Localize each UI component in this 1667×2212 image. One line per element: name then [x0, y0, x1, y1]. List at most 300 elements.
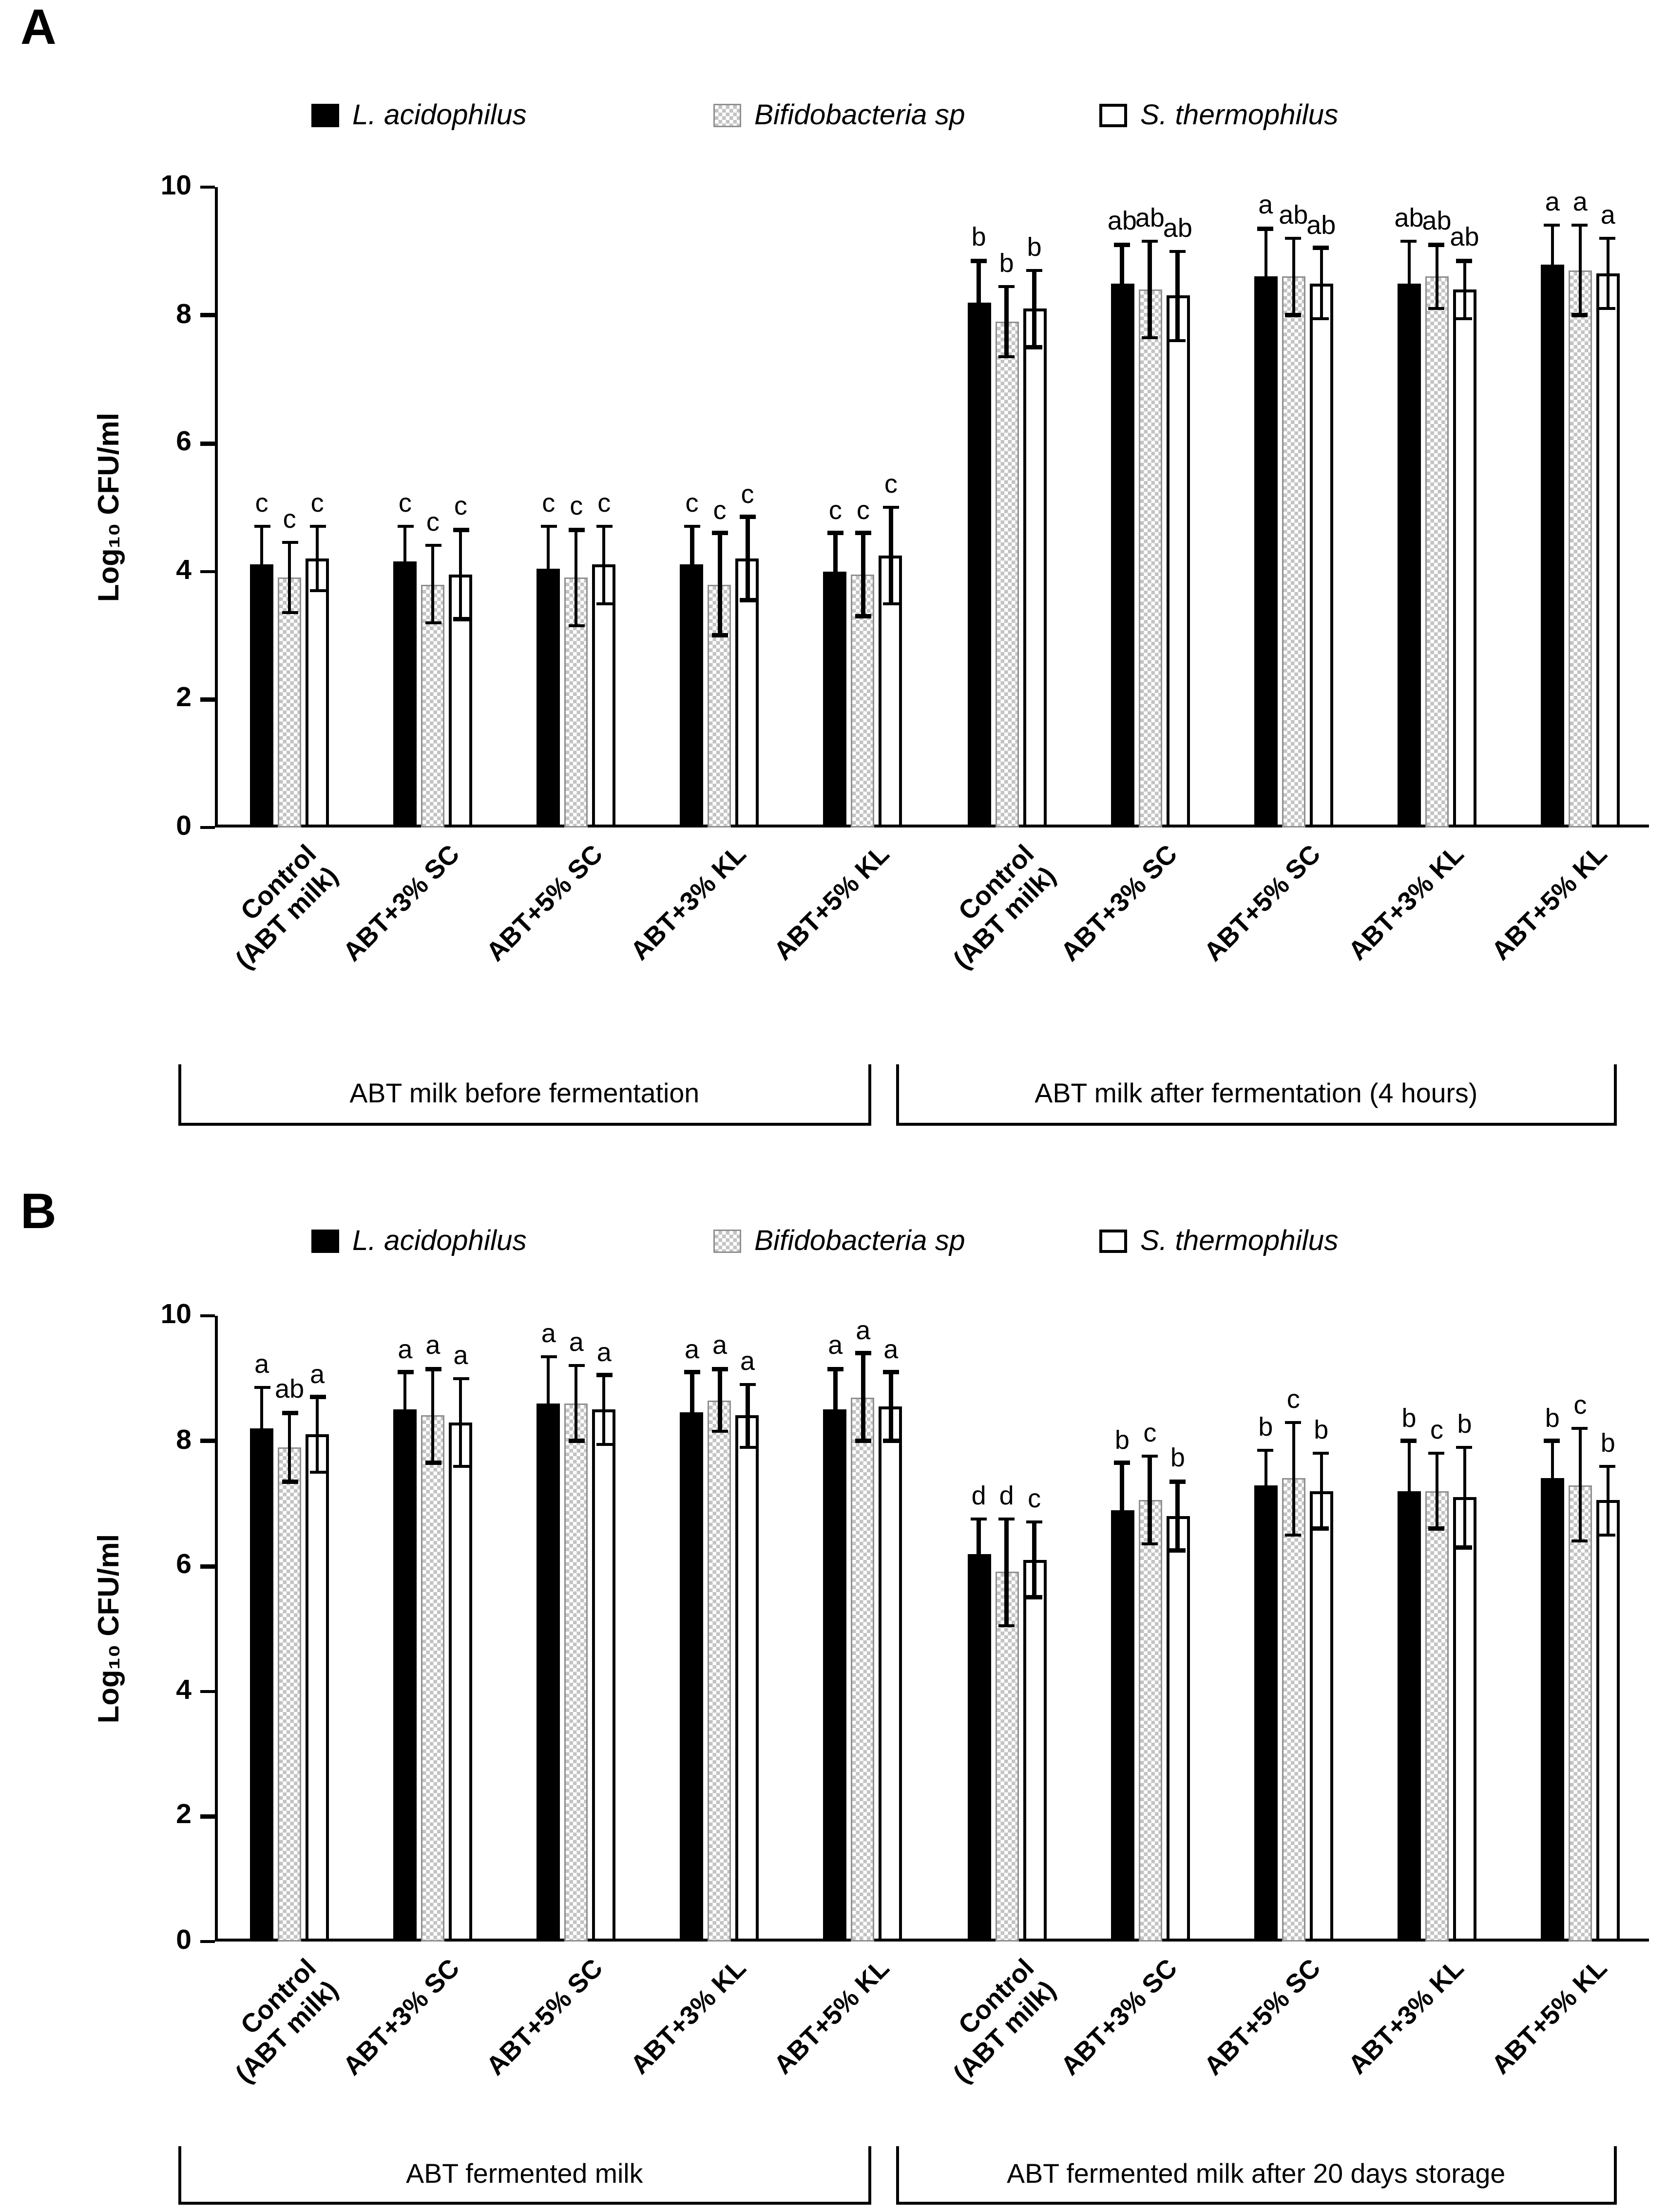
- significance-letter: a: [740, 1346, 755, 1376]
- bar-white: [1596, 1500, 1620, 1942]
- y-tick-label: 8: [176, 1424, 192, 1456]
- bar-white: [1166, 1516, 1189, 1942]
- error-bar-cap: [1313, 246, 1329, 250]
- error-bar-cap: [1258, 1448, 1274, 1452]
- bar-checker: [995, 322, 1018, 827]
- error-bar: [316, 1397, 319, 1472]
- error-bar-cap: [397, 1445, 413, 1449]
- error-bar: [889, 507, 893, 603]
- significance-letter: ab: [1107, 207, 1137, 236]
- bar-checker: [421, 1416, 444, 1942]
- error-bar: [977, 1519, 980, 1588]
- bar-black: [1111, 1510, 1134, 1942]
- legend-label-bifidobacteria: Bifidobacteria sp: [754, 1224, 965, 1257]
- error-bar-cap: [740, 1383, 756, 1386]
- error-bar-cap: [282, 611, 298, 615]
- legend-item-s-thermophilus: [1099, 1225, 1338, 1257]
- error-bar: [1120, 1463, 1124, 1557]
- y-tick: [200, 185, 215, 189]
- error-bar: [746, 517, 749, 600]
- error-bar: [1005, 1519, 1008, 1625]
- error-bar-cap: [1142, 1542, 1158, 1546]
- bar-black: [1541, 264, 1564, 827]
- error-bar-cap: [827, 531, 843, 535]
- y-tick-label: 0: [176, 1925, 192, 1956]
- bar-checker: [1569, 1485, 1592, 1942]
- bar-black: [1254, 1485, 1277, 1942]
- error-bar-cap: [883, 1370, 899, 1374]
- significance-letter: c: [828, 495, 842, 524]
- y-axis-title: Log₁₀ CFU/ml: [94, 1534, 126, 1724]
- error-bar-cap: [309, 1395, 326, 1399]
- error-bar-cap: [1285, 313, 1302, 317]
- group-bracket-before-fermentation: [178, 1064, 871, 1126]
- error-bar: [575, 1366, 578, 1441]
- significance-letter: a: [453, 1340, 468, 1370]
- significance-letter: c: [597, 488, 611, 518]
- significance-letter: b: [1457, 1409, 1472, 1439]
- x-tick-label: ABT+5% SC: [1198, 1953, 1326, 2081]
- significance-letter: a: [684, 1334, 700, 1364]
- x-tick-label: ABT+3% KL: [1342, 1953, 1469, 2080]
- x-tick-label: ABT+3% KL: [625, 839, 752, 966]
- significance-letter: ab: [1279, 200, 1308, 230]
- x-tick-label: ABT+3% SC: [337, 1953, 465, 2081]
- x-tick-label: ABT+5% SC: [481, 839, 609, 967]
- error-bar-cap: [282, 1411, 298, 1414]
- bar-checker: [1138, 289, 1162, 827]
- error-bar-cap: [1401, 240, 1417, 243]
- error-bar: [1551, 226, 1554, 303]
- error-bar-cap: [425, 621, 441, 624]
- error-bar-cap: [1401, 323, 1417, 327]
- y-tick: [200, 826, 215, 829]
- significance-letter: c: [884, 469, 898, 499]
- y-axis-title: Log₁₀ CFU/ml: [94, 412, 126, 602]
- error-bar-cap: [1600, 1464, 1616, 1468]
- error-bar-cap: [596, 525, 612, 528]
- error-bar: [1606, 238, 1610, 309]
- error-bar-cap: [1544, 1514, 1560, 1518]
- x-axis-labels: [215, 827, 1649, 975]
- bar-black: [1111, 283, 1134, 827]
- significance-letter: c: [713, 495, 727, 524]
- bar-black: [967, 1554, 991, 1942]
- error-bar-cap: [1026, 269, 1042, 272]
- y-tick-label: 4: [176, 555, 192, 586]
- error-bar: [260, 526, 264, 603]
- significance-letter: a: [856, 1315, 871, 1345]
- error-bar-cap: [1572, 1539, 1588, 1543]
- error-bar: [547, 526, 550, 610]
- significance-letter: ab: [1450, 223, 1479, 252]
- bar-checker: [1282, 1479, 1305, 1942]
- error-bar: [1407, 1441, 1411, 1541]
- bar-white: [736, 1416, 759, 1942]
- error-bar-cap: [684, 1370, 700, 1374]
- significance-letter: b: [1258, 1412, 1273, 1442]
- bar-white: [1453, 1497, 1476, 1942]
- significance-letter: b: [1600, 1428, 1615, 1458]
- y-tick: [200, 1940, 215, 1943]
- x-tick-label: ABT+3% SC: [1054, 839, 1183, 967]
- error-bar: [718, 533, 721, 635]
- bar-white: [306, 1435, 329, 1942]
- checkered-bar-swatch-icon: [713, 1230, 741, 1253]
- error-bar: [1551, 1441, 1554, 1516]
- significance-letter: a: [1572, 187, 1588, 217]
- significance-letter: a: [541, 1318, 556, 1348]
- y-tick: [200, 1314, 215, 1318]
- error-bar-cap: [1114, 243, 1130, 247]
- error-bar: [1120, 245, 1124, 322]
- significance-letter: b: [1027, 232, 1042, 262]
- error-bar-cap: [540, 1448, 556, 1452]
- error-bar: [1176, 251, 1179, 341]
- error-bar: [1005, 287, 1008, 357]
- error-bar-cap: [855, 531, 871, 535]
- error-bar-cap: [596, 1443, 612, 1446]
- error-bar-cap: [883, 602, 899, 605]
- error-bar: [1435, 245, 1438, 308]
- y-tick: [200, 698, 215, 702]
- y-tick-label: 2: [176, 683, 192, 714]
- legend-item-bifidobacteria: [713, 99, 965, 132]
- error-bar-cap: [855, 1439, 871, 1443]
- bar-black: [1398, 283, 1421, 827]
- significance-letter: b: [999, 248, 1014, 278]
- legend-item-l-acidophilus: [311, 99, 527, 132]
- error-bar: [602, 1375, 606, 1444]
- y-tick: [200, 570, 215, 574]
- error-bar: [1463, 1447, 1466, 1547]
- error-bar-cap: [1600, 236, 1616, 240]
- legend-item-s-thermophilus: [1099, 99, 1338, 132]
- y-tick: [200, 1690, 215, 1693]
- significance-letter: c: [1143, 1418, 1157, 1448]
- error-bar: [431, 546, 435, 623]
- error-bar-cap: [712, 634, 728, 637]
- significance-letter: c: [741, 479, 754, 508]
- group-bracket-fermented-milk: [178, 2146, 871, 2205]
- x-tick-label: Control (ABT milk): [230, 1953, 344, 2089]
- error-bar-cap: [1258, 1518, 1274, 1521]
- y-tick: [200, 442, 215, 445]
- significance-letter: b: [1401, 1403, 1417, 1432]
- error-bar: [288, 542, 291, 613]
- error-bar-cap: [1169, 1480, 1186, 1483]
- bar-checker: [278, 1447, 301, 1942]
- error-bar-cap: [1429, 1452, 1445, 1455]
- x-tick-label: ABT+3% SC: [337, 839, 465, 967]
- error-bar-cap: [971, 1518, 987, 1521]
- error-bar: [1264, 229, 1267, 325]
- x-axis-labels: [215, 1942, 1649, 2089]
- significance-letter: a: [310, 1359, 325, 1388]
- bar-black: [393, 562, 417, 827]
- error-bar-cap: [1313, 1452, 1329, 1455]
- group-bracket-after-storage: [896, 2146, 1617, 2205]
- bar-checker: [1282, 277, 1305, 827]
- error-bar-cap: [1285, 1533, 1302, 1537]
- error-bar: [316, 526, 319, 590]
- error-bar: [690, 526, 693, 603]
- bar-black: [1254, 277, 1277, 827]
- error-bar-cap: [453, 528, 469, 531]
- significance-letter: a: [398, 1334, 413, 1364]
- error-bar-cap: [1258, 323, 1274, 327]
- error-bar-cap: [684, 1452, 700, 1455]
- significance-letter: c: [1430, 1415, 1444, 1445]
- significance-letter: a: [425, 1331, 441, 1361]
- bar-white: [593, 1410, 616, 1942]
- error-bar-cap: [1114, 320, 1130, 323]
- significance-letter: a: [883, 1334, 899, 1364]
- error-bar: [431, 1369, 435, 1463]
- x-tick-label: ABT+5% KL: [1486, 839, 1613, 966]
- white-bar-swatch-icon: [1099, 1230, 1127, 1253]
- legend-item-l-acidophilus: [311, 1225, 527, 1257]
- significance-letter: c: [1028, 1484, 1041, 1514]
- y-tick: [200, 1439, 215, 1443]
- legend-label-l-acidophilus: L. acidophilus: [352, 1224, 527, 1257]
- error-bar: [403, 526, 407, 597]
- significance-letter: a: [712, 1331, 728, 1361]
- white-bar-swatch-icon: [1099, 104, 1127, 127]
- error-bar-cap: [1026, 346, 1042, 349]
- error-bar: [690, 1372, 693, 1454]
- bar-white: [1309, 283, 1333, 827]
- legend-label-l-acidophilus: L. acidophilus: [352, 98, 527, 131]
- x-tick-label: ABT+5% KL: [768, 839, 896, 966]
- error-bar-cap: [740, 598, 756, 602]
- error-bar-cap: [827, 608, 843, 612]
- significance-letter: ab: [1422, 207, 1452, 236]
- error-bar: [1407, 242, 1411, 325]
- error-bar: [1292, 238, 1295, 315]
- significance-letter: c: [255, 488, 268, 518]
- error-bar: [834, 533, 837, 610]
- error-bar-cap: [712, 531, 728, 535]
- bracket-label: ABT fermented milk after 20 days storage: [1007, 2158, 1506, 2189]
- error-bar-cap: [1026, 1520, 1042, 1524]
- bracket-label: ABT milk after fermentation (4 hours): [1035, 1077, 1478, 1108]
- error-bar: [1578, 226, 1582, 315]
- x-tick-label: ABT+5% SC: [1198, 839, 1326, 967]
- significance-letter: c: [454, 491, 467, 521]
- error-bar-cap: [827, 1448, 843, 1452]
- error-bar-cap: [282, 541, 298, 544]
- significance-letter: b: [1314, 1415, 1329, 1445]
- error-bar-cap: [309, 525, 326, 528]
- y-tick-label: 10: [160, 1300, 192, 1330]
- bar-checker: [1569, 270, 1592, 827]
- error-bar-cap: [1401, 1539, 1417, 1543]
- significance-letter: a: [254, 1349, 269, 1379]
- error-bar-cap: [309, 589, 326, 592]
- bar-black: [1541, 1479, 1564, 1942]
- significance-letter: a: [596, 1337, 612, 1366]
- significance-letter: b: [1170, 1443, 1185, 1473]
- error-bar-cap: [1169, 1549, 1186, 1552]
- error-bar-cap: [740, 1445, 756, 1449]
- bar-white: [1166, 296, 1189, 827]
- error-bar-cap: [1429, 307, 1445, 310]
- y-tick: [200, 1815, 215, 1819]
- error-bar-cap: [425, 544, 441, 547]
- error-bar: [1176, 1481, 1179, 1550]
- bar-checker: [565, 1404, 588, 1942]
- bar-checker: [1138, 1500, 1162, 1942]
- y-tick-label: 6: [176, 427, 192, 458]
- error-bar: [862, 1353, 865, 1441]
- y-tick-label: 6: [176, 1550, 192, 1581]
- x-tick-label: ABT+5% KL: [768, 1953, 896, 2080]
- significance-letter: c: [283, 504, 296, 534]
- bar-checker: [1425, 277, 1449, 827]
- error-bar-cap: [684, 525, 700, 528]
- error-bar-cap: [397, 1370, 413, 1374]
- significance-letter: c: [685, 488, 699, 518]
- error-bar: [602, 526, 606, 603]
- error-bar-cap: [740, 515, 756, 519]
- legend-item-bifidobacteria: [713, 1225, 965, 1257]
- error-bar-cap: [1572, 313, 1588, 317]
- checkered-bar-swatch-icon: [713, 104, 741, 127]
- error-bar-cap: [1114, 1555, 1130, 1558]
- error-bar: [1264, 1450, 1267, 1519]
- significance-letter: d: [971, 1481, 986, 1511]
- bar-white: [1309, 1491, 1333, 1941]
- bar-black: [824, 1410, 847, 1942]
- plot-area: [160, 1300, 1649, 1956]
- error-bar-cap: [1429, 1527, 1445, 1530]
- error-bar: [1320, 1453, 1323, 1528]
- error-bar-cap: [540, 525, 556, 528]
- bar-checker: [1425, 1491, 1449, 1941]
- error-bar: [459, 530, 462, 619]
- error-bar-cap: [596, 1373, 612, 1377]
- error-bar-cap: [1169, 250, 1186, 253]
- significance-letter: ab: [1394, 203, 1424, 233]
- error-bar: [1148, 242, 1151, 338]
- x-tick-label: ABT+5% KL: [1486, 1953, 1613, 2080]
- error-bar-cap: [309, 1470, 326, 1474]
- error-bar-cap: [827, 1367, 843, 1371]
- error-bar: [1435, 1453, 1438, 1528]
- error-bar-cap: [1313, 317, 1329, 320]
- y-tick-label: 10: [160, 171, 192, 202]
- error-bar-cap: [971, 1586, 987, 1590]
- bracket-label: ABT fermented milk: [406, 2158, 643, 2189]
- error-bar-cap: [1544, 301, 1560, 304]
- significance-letter: c: [1286, 1384, 1300, 1414]
- bar-white: [449, 1422, 472, 1942]
- y-tick-label: 8: [176, 299, 192, 330]
- error-bar-cap: [998, 1518, 1015, 1521]
- y-tick-label: 2: [176, 1800, 192, 1831]
- error-bar: [746, 1385, 749, 1447]
- error-bar-cap: [1544, 224, 1560, 227]
- error-bar-cap: [855, 615, 871, 618]
- error-bar-cap: [397, 595, 413, 598]
- error-bar-cap: [1456, 1445, 1473, 1449]
- error-bar-cap: [998, 1624, 1015, 1627]
- significance-letter: ab: [275, 1374, 305, 1404]
- error-bar-cap: [1169, 339, 1186, 343]
- x-tick-label: Control (ABT milk): [946, 1953, 1060, 2089]
- bar-checker: [995, 1572, 1018, 1942]
- significance-letter: c: [398, 488, 412, 518]
- significance-letter: d: [999, 1481, 1014, 1511]
- y-tick: [200, 313, 215, 317]
- y-tick: [200, 1564, 215, 1568]
- significance-letter: c: [542, 488, 556, 518]
- panel-a-label: A: [20, 0, 57, 56]
- significance-letter: c: [426, 507, 440, 537]
- bar-white: [1023, 1560, 1046, 1942]
- error-bar: [288, 1413, 291, 1481]
- error-bar-cap: [1600, 1533, 1616, 1537]
- significance-letter: a: [569, 1327, 584, 1357]
- error-bar: [1606, 1466, 1610, 1535]
- error-bar-cap: [712, 1430, 728, 1433]
- bar-white: [306, 558, 329, 827]
- black-bar-swatch-icon: [311, 1230, 339, 1253]
- bar-white: [1596, 273, 1620, 827]
- bracket-label: ABT milk before fermentation: [349, 1077, 700, 1108]
- error-bar: [575, 530, 578, 626]
- bar-checker: [851, 1397, 875, 1942]
- y-tick-label: 4: [176, 1675, 192, 1706]
- significance-letter: a: [1545, 187, 1560, 217]
- plot-area: [160, 171, 1649, 842]
- significance-letter: b: [1545, 1403, 1560, 1432]
- error-bar: [1033, 270, 1036, 347]
- error-bar: [1033, 1522, 1036, 1597]
- bar-black: [1398, 1491, 1421, 1941]
- significance-letter: a: [828, 1331, 843, 1361]
- x-tick-label: ABT+3% SC: [1054, 1953, 1183, 2081]
- error-bar-cap: [883, 1439, 899, 1443]
- error-bar-cap: [1456, 259, 1473, 262]
- bar-black: [537, 1404, 560, 1942]
- bar-black: [250, 1428, 273, 1942]
- error-bar-cap: [254, 602, 270, 605]
- y-tick-label: 0: [176, 811, 192, 842]
- legend-label-s-thermophilus: S. thermophilus: [1140, 98, 1339, 131]
- panel-b-label: B: [20, 1184, 57, 1240]
- error-bar-cap: [1142, 336, 1158, 339]
- error-bar-cap: [254, 1467, 270, 1471]
- bar-black: [393, 1410, 417, 1942]
- error-bar-cap: [998, 355, 1015, 359]
- error-bar-cap: [1026, 1596, 1042, 1599]
- error-bar-cap: [425, 1461, 441, 1464]
- bar-checker: [278, 578, 301, 827]
- legend-label-s-thermophilus: S. thermophilus: [1140, 1224, 1339, 1257]
- error-bar-cap: [1600, 307, 1616, 310]
- error-bar-cap: [998, 285, 1015, 288]
- x-tick-label: ABT+3% KL: [625, 1953, 752, 2080]
- bar-white: [879, 1406, 902, 1942]
- error-bar-cap: [883, 505, 899, 509]
- significance-letter: c: [570, 491, 583, 521]
- significance-letter: ab: [1135, 203, 1165, 233]
- bar-black: [680, 1413, 704, 1942]
- black-bar-swatch-icon: [311, 104, 339, 127]
- error-bar-cap: [1456, 317, 1473, 320]
